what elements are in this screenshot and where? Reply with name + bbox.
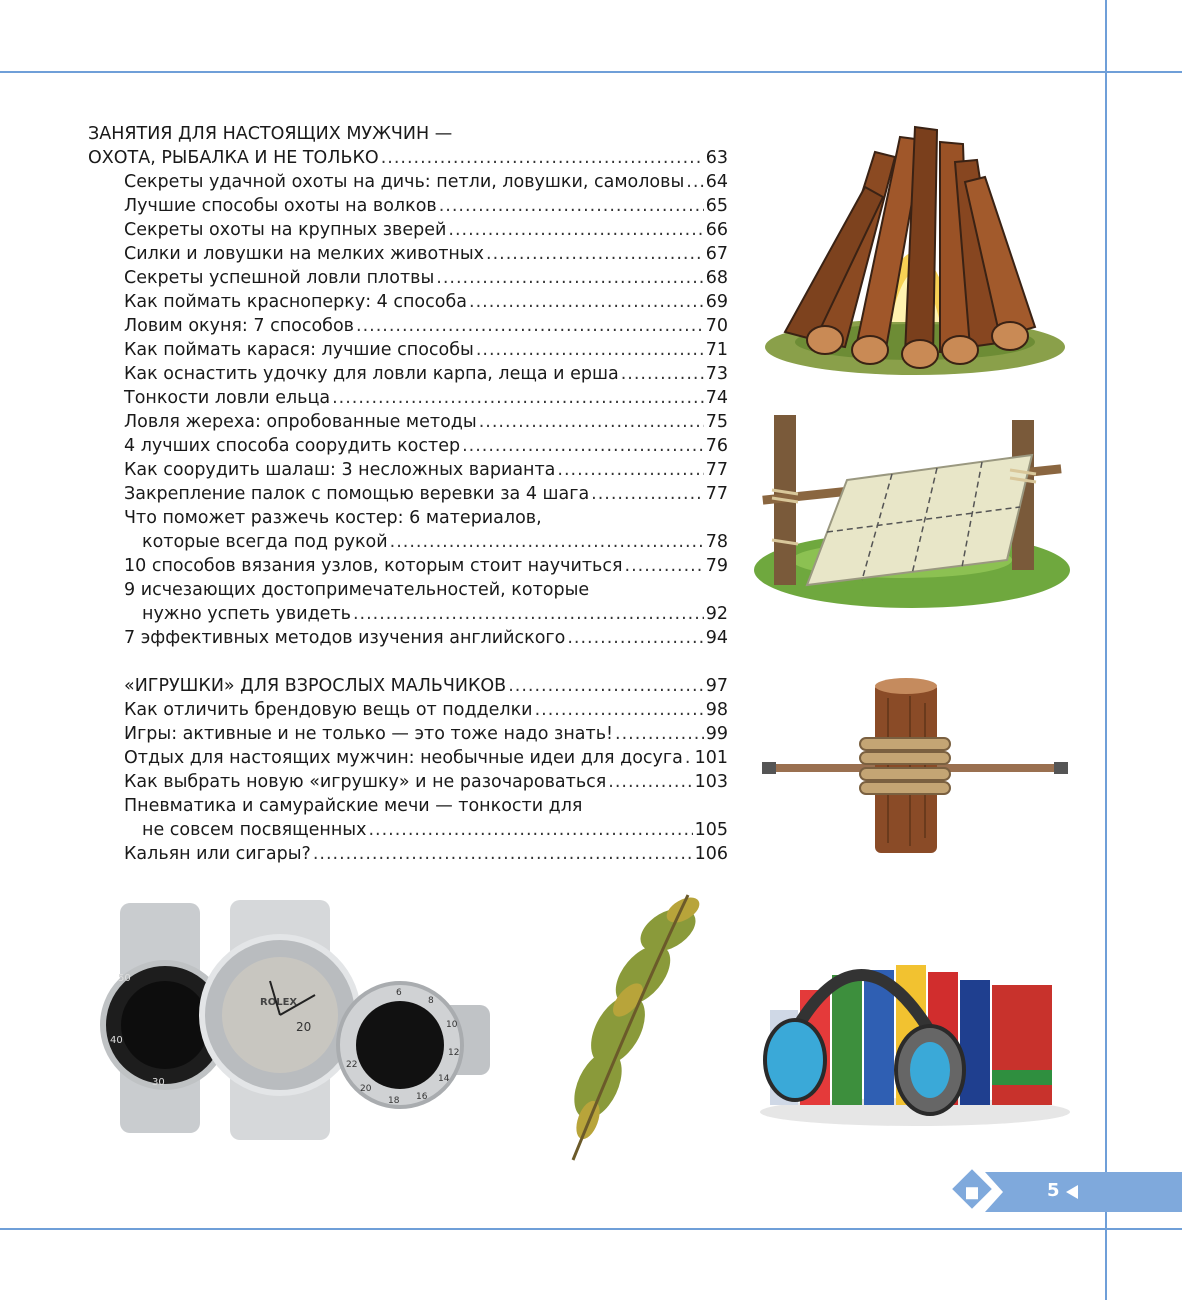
campfire-illustration [755,122,1075,382]
toc-leader-dots [621,362,704,386]
toc-leader-dots [557,458,703,482]
right-guide-line [1105,0,1107,1300]
toc-page-number: 77 [705,460,728,480]
page-number-tab [955,1172,1182,1212]
toc-entry [88,578,728,602]
watch-bezel-30: 30 [152,1077,165,1088]
toc-page-number: 73 [705,364,728,384]
watch-bezel-18: 18 [388,1096,400,1106]
watch-bezel-6: 6 [396,988,402,998]
toc-entry-title: Как оснастить удочку для ловли карпа, леща и ерша [124,364,619,384]
watch-bezel-10: 10 [446,1020,458,1030]
toc-page-number: 98 [705,700,728,720]
toc-entry-title: 4 лучших способа соорудить костер [124,436,461,456]
toc-entry [88,626,728,650]
toc-entry-title: Силки и ловушки на мелких животных [124,244,485,264]
watch-bezel-40: 40 [110,1035,123,1046]
toc-entry-title: Как поймать красноперку: 4 способа [124,292,467,312]
toc-entry [88,746,728,770]
toc-entry-title: Что поможет разжечь костер: 6 материалов, [124,508,542,528]
toc-entry-title: ЗАНЯТИЯ ДЛЯ НАСТОЯЩИХ МУЖЧИН — [88,124,453,144]
toc-leader-dots [685,746,693,770]
toc-entry [88,122,728,146]
watch-bezel-22: 22 [346,1060,358,1070]
toc-leader-dots [615,722,704,746]
toc-entry-title: нужно успеть увидеть [142,604,351,624]
toc-page-number: 70 [705,316,728,336]
toc-leader-dots [356,314,704,338]
toc-entry-title: не совсем посвященных [142,820,367,840]
toc-entry [88,194,728,218]
toc-page-number: 79 [705,556,728,576]
toc-leader-dots [535,698,704,722]
toc-leader-dots [381,146,704,170]
table-of-contents [88,122,728,890]
toc-page-number: 65 [705,196,728,216]
toc-page-number: 103 [694,772,728,792]
toc-entry-title: Пневматика и самурайские мечи — тонкости для [124,796,583,816]
toc-entry-title: Секреты удачной охоты на дичь: петли, ловушки, самоловы [124,172,685,192]
toc-entry-title: Отдых для настоящих мужчин: необычные идеи для досуга [124,748,683,768]
toc-page-number: 76 [705,436,728,456]
toc-entry-title: Лучшие способы охоты на волков [124,196,437,216]
toc-entry [88,722,728,746]
toc-page-number: 94 [705,628,728,648]
toc-entry [88,314,728,338]
toc-page-number: 67 [705,244,728,264]
toc-leader-dots [608,770,692,794]
toc-entry [88,506,728,530]
toc-entry-title: ОХОТА, РЫБАЛКА И НЕ ТОЛЬКО [88,148,379,168]
toc-page-number: 97 [705,676,728,696]
toc-entry [88,674,728,698]
toc-entry [88,290,728,314]
toc-entry [88,818,728,842]
toc-page-number: 101 [694,748,728,768]
toc-entry-title: Ловля жереха: опробованные методы [124,412,477,432]
toc-leader-dots [479,410,704,434]
toc-entry-title: Ловим окуня: 7 способов [124,316,354,336]
toc-page-number: 92 [705,604,728,624]
toc-entry-title: «ИГРУШКИ» ДЛЯ ВЗРОСЛЫХ МАЛЬЧИКОВ [124,676,507,696]
toc-leader-dots [591,482,704,506]
toc-page-number: 105 [694,820,728,840]
toc-leader-dots [567,626,703,650]
toc-entry [88,530,728,554]
toc-page-number: 75 [705,412,728,432]
toc-leader-dots [439,194,704,218]
toc-leader-dots [625,554,704,578]
watch-bezel-20: 20 [360,1084,372,1094]
toc-leader-dots [390,530,704,554]
toc-entry-title: Секреты успешной ловли плотвы [124,268,435,288]
toc-leader-dots [448,218,703,242]
watch-bezel-50: 50 [118,973,131,984]
watch-dial-20: 20 [296,1020,312,1034]
headphones-books-photo [750,930,1075,1130]
toc-section [88,122,728,650]
toc-entry [88,242,728,266]
watch-brand-label: ROLEX [260,997,298,1008]
toc-entry-title: Закрепление палок с помощью веревки за 4 шага [124,484,590,504]
rope-lashing-illustration [760,678,1070,858]
toc-entry [88,170,728,194]
toc-entry [88,698,728,722]
toc-entry-title: 9 исчезающих достопримечательностей, которые [124,580,590,600]
toc-page-number: 106 [694,844,728,864]
toc-entry-title: 7 эффективных методов изучения английского [124,628,566,648]
toc-entry [88,386,728,410]
toc-entry-title: Как поймать карася: лучшие способы [124,340,474,360]
toc-leader-dots [469,290,704,314]
toc-leader-dots [462,434,704,458]
watch-bezel-8: 8 [428,996,434,1006]
bottom-guide-line [0,1228,1182,1230]
toc-entry-title: 10 способов вязания узлов, которым стоит научиться [124,556,623,576]
toc-entry [88,146,728,170]
toc-entry [88,842,728,866]
toc-leader-dots [353,602,704,626]
lean-to-shelter-illustration [752,410,1072,610]
watch-bezel-14: 14 [438,1074,450,1084]
toc-entry [88,218,728,242]
toc-leader-dots [486,242,704,266]
toc-page-number: 69 [705,292,728,312]
top-guide-line [0,71,1182,73]
toc-leader-dots [436,266,703,290]
diamond-icon [952,1169,992,1209]
toc-entry-title: Кальян или сигары? [124,844,311,864]
toc-entry [88,362,728,386]
toc-leader-dots [332,386,704,410]
toc-entry [88,602,728,626]
luxury-watches-photo [100,895,500,1145]
toc-entry-title: Как отличить брендовую вещь от подделки [124,700,533,720]
toc-page-number: 74 [705,388,728,408]
toc-entry [88,410,728,434]
toc-entry [88,266,728,290]
toc-entry [88,554,728,578]
dry-herbs-bundle-photo [548,880,713,1170]
toc-entry-title: Тонкости ловли ельца [124,388,331,408]
watch-bezel-12: 12 [448,1048,460,1058]
toc-page-number: 77 [705,484,728,504]
watch-bezel-16: 16 [416,1092,428,1102]
toc-entry-title: Как соорудить шалаш: 3 несложных варианта [124,460,556,480]
toc-entry-title: которые всегда под рукой [142,532,388,552]
toc-entry [88,434,728,458]
toc-entry [88,770,728,794]
toc-page-number: 64 [705,172,728,192]
toc-page-number: 68 [705,268,728,288]
page-number: 5 [1047,1180,1060,1201]
toc-page-number: 66 [705,220,728,240]
toc-leader-dots [476,338,704,362]
toc-leader-dots [368,818,692,842]
toc-page-number: 78 [705,532,728,552]
page-tab-bar [985,1172,1182,1212]
toc-entry-title: Как выбрать новую «игрушку» и не разочароваться [124,772,607,792]
toc-leader-dots [313,842,693,866]
toc-leader-dots [508,674,704,698]
toc-section [88,674,728,866]
toc-entry-title: Игры: активные и не только — это тоже надо знать! [124,724,614,744]
toc-leader-dots [686,170,703,194]
toc-entry-title: Секреты охоты на крупных зверей [124,220,447,240]
toc-entry [88,338,728,362]
toc-page-number: 99 [705,724,728,744]
toc-page-number: 71 [705,340,728,360]
toc-entry [88,482,728,506]
toc-entry [88,458,728,482]
toc-page-number: 63 [705,148,728,168]
toc-entry [88,794,728,818]
triangle-left-icon [1066,1185,1078,1199]
